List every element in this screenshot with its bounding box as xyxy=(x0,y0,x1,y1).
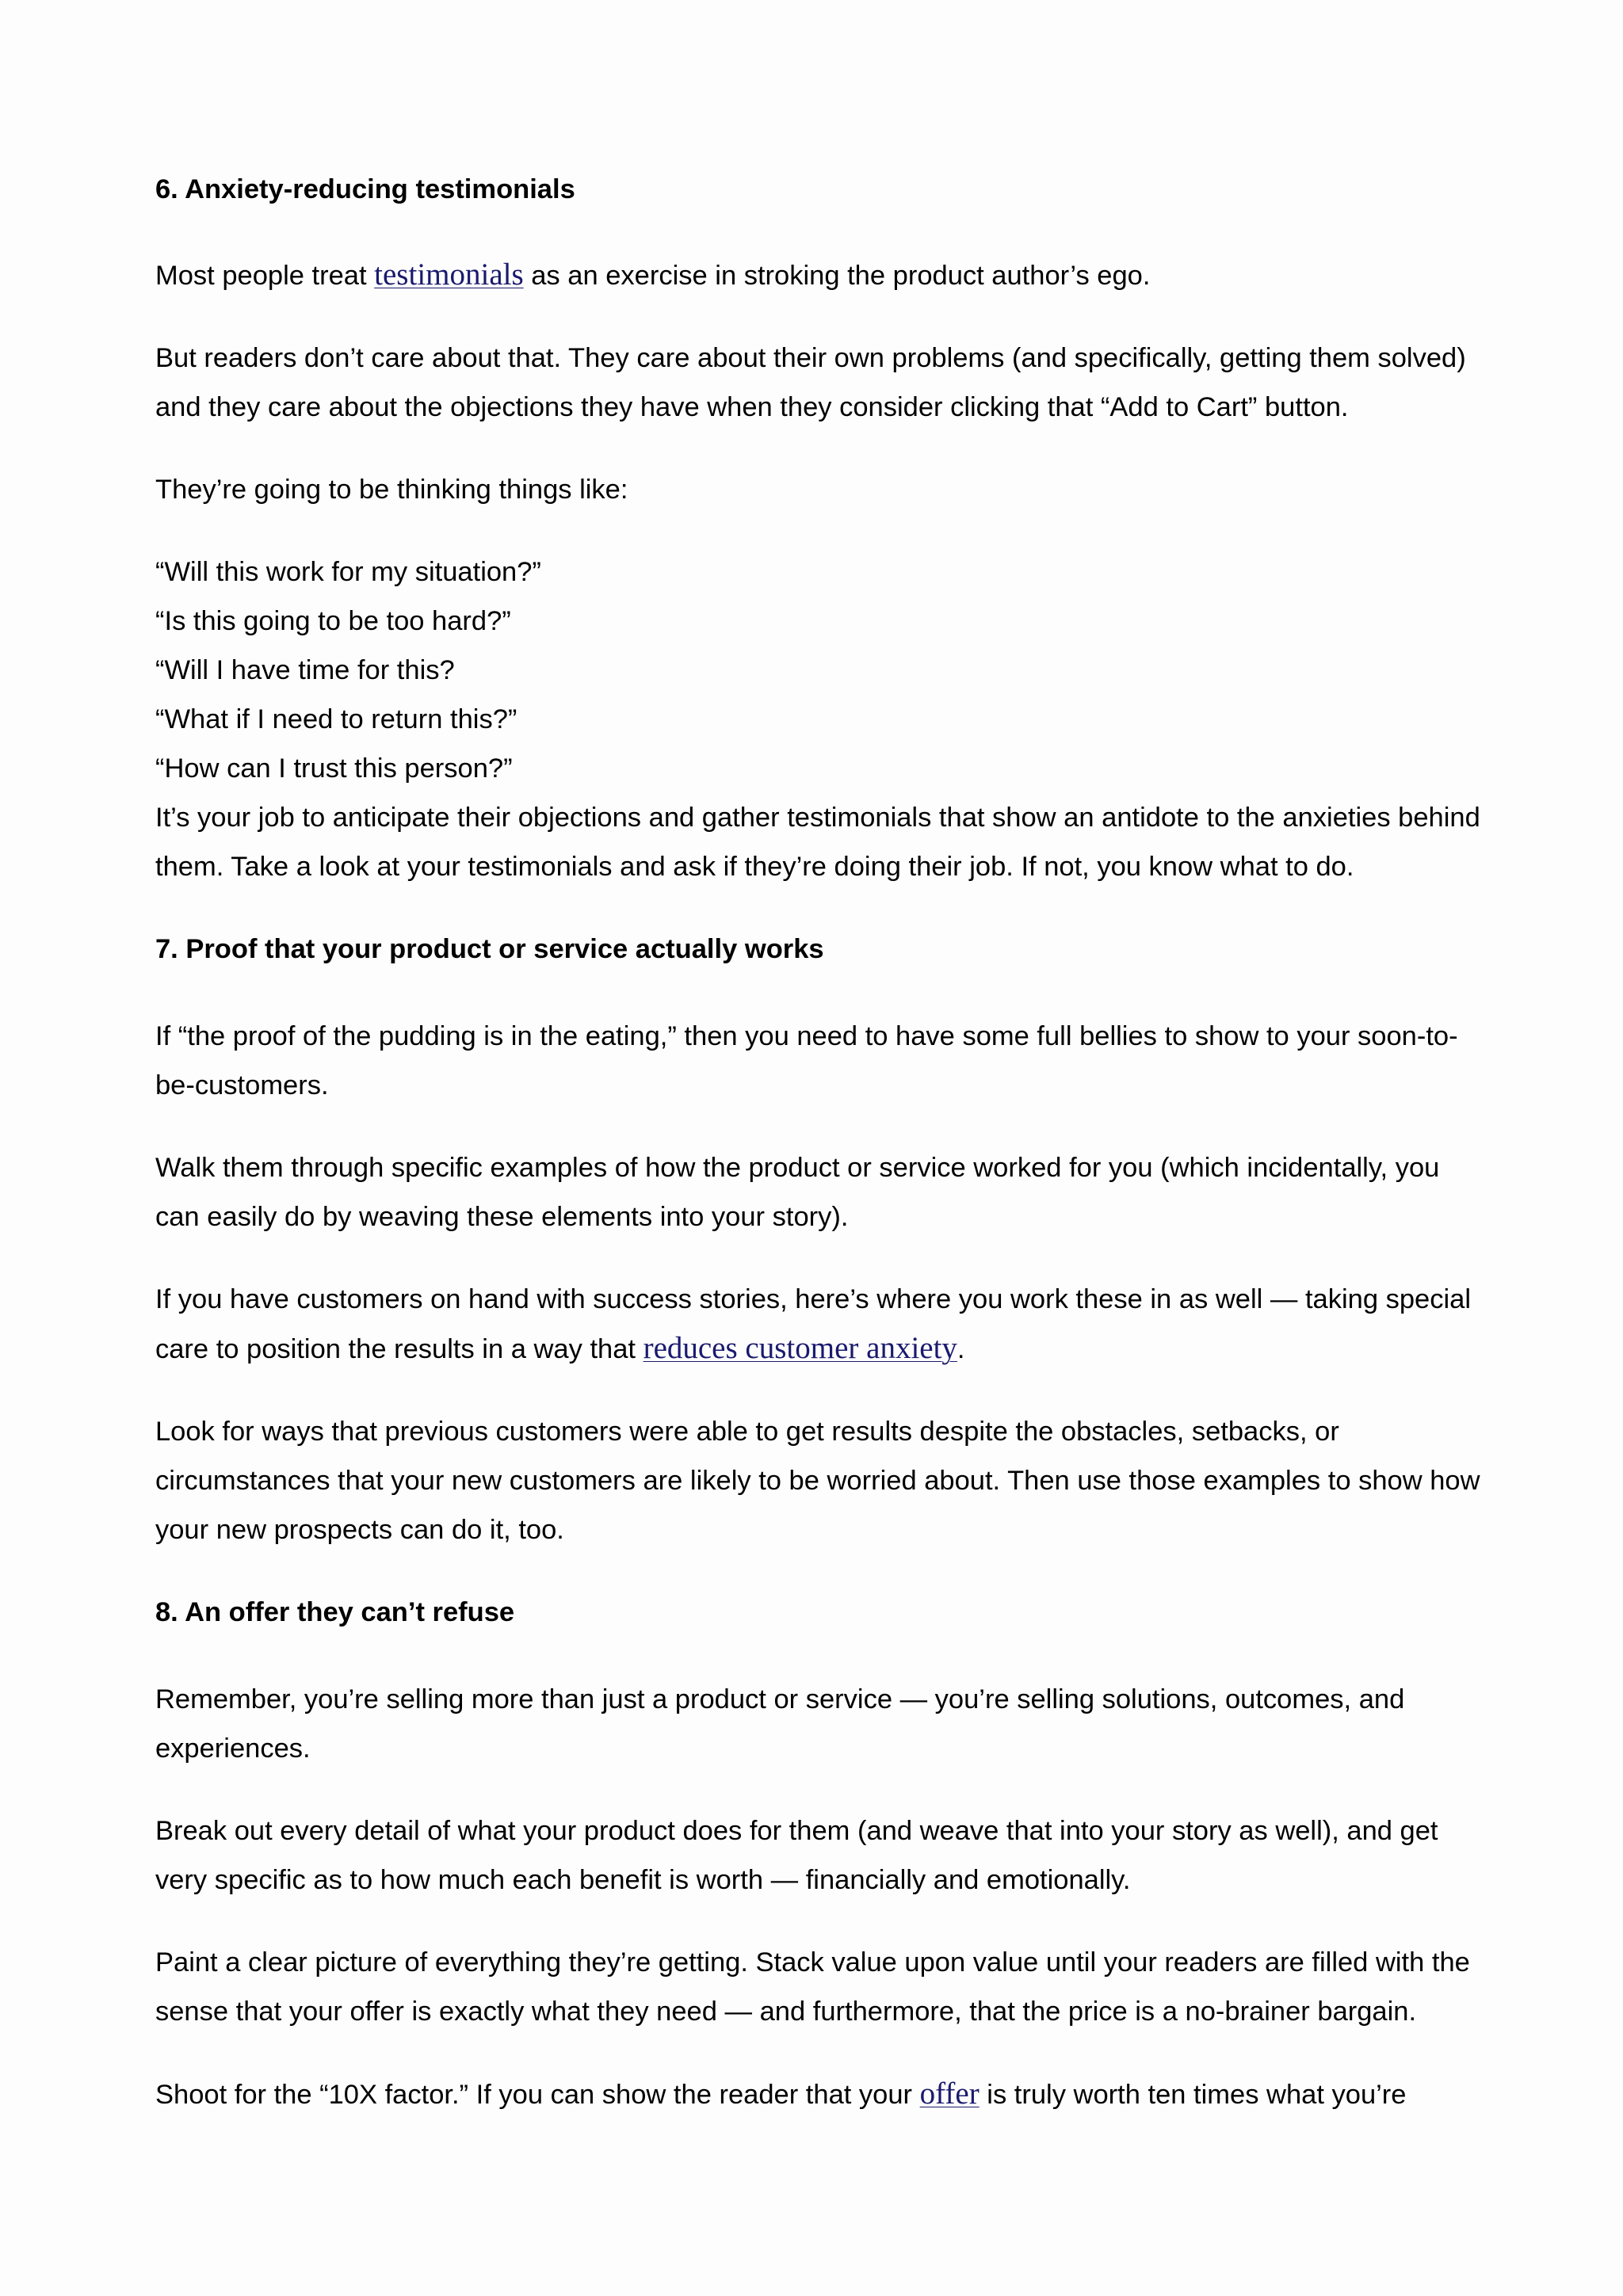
paragraph: If “the proof of the pudding is in the eating,” then you need to have some full bellies to show to your soon-to-be-customers. xyxy=(155,1021,1458,1100)
paragraph: Walk them through specific examples of how the product or service worked for you (which incidentally, you can easily do by weaving these elements into your story). xyxy=(155,1153,1440,1232)
paragraph-text: is truly worth ten times what you’re xyxy=(979,2080,1407,2110)
paragraph xyxy=(155,2069,1487,2119)
paragraph-text: Most people treat xyxy=(155,261,375,291)
document-body xyxy=(155,165,1487,2119)
paragraph-text: as an exercise in stroking the product author’s ego. xyxy=(523,261,1151,291)
reduces-customer-anxiety-link[interactable]: reduces customer anxiety xyxy=(643,1331,957,1365)
quote-line: “Will I have time for this? xyxy=(155,655,455,685)
paragraph-text: . xyxy=(957,1334,965,1364)
quote-line: “Will this work for my situation?” xyxy=(155,557,541,587)
offer-link[interactable]: offer xyxy=(919,2077,980,2111)
paragraph: Remember, you’re selling more than just a product or service — you’re selling solutions, outcomes, and experiences. xyxy=(155,1684,1405,1764)
paragraph: They’re going to be thinking things like: xyxy=(155,475,628,505)
section-heading: 8. An offer they can’t refuse xyxy=(155,1597,515,1627)
quote-line: “How can I trust this person?” xyxy=(155,753,513,784)
paragraph: But readers don’t care about that. They care about their own problems (and specifically, getting them solved) and they care about the objections they have when they consider clicking that “Add to Cart” button. xyxy=(155,343,1466,422)
paragraph: Look for ways that previous customers were able to get results despite the obstacles, setbacks, or circumstances that your new customers are likely to be worried about. Then use those examples to show how your new prospects can do it, too. xyxy=(155,1417,1480,1545)
paragraph-text: Shoot for the “10X factor.” If you can show the reader that your xyxy=(155,2080,920,2110)
section-heading: 6. Anxiety-reducing testimonials xyxy=(155,174,575,204)
paragraph: Paint a clear picture of everything they’re getting. Stack value upon value until your readers are filled with the sense that your offer is exactly what they need — and furthermore, that the price is a no-brainer bargain. xyxy=(155,1947,1470,2027)
paragraph-text: If you have customers on hand with success stories, here’s where you work these in as well — taking special care to position the results in a way that xyxy=(155,1284,1471,1364)
paragraph: It’s your job to anticipate their objections and gather testimonials that show an antidote to the anxieties behind them. Take a look at your testimonials and ask if they’re doing their job. If not, you know what to do. xyxy=(155,803,1480,882)
section-heading: 7. Proof that your product or service actually works xyxy=(155,934,824,964)
testimonials-link[interactable]: testimonials xyxy=(374,257,524,292)
quote-line: “What if I need to return this?” xyxy=(155,704,517,734)
paragraph xyxy=(155,250,1487,300)
paragraph xyxy=(155,1275,1487,1374)
paragraph: Break out every detail of what your product does for them (and weave that into your story as well), and get very specific as to how much each benefit is worth — financially and emotionally. xyxy=(155,1816,1438,1895)
quote-line: “Is this going to be too hard?” xyxy=(155,606,511,636)
